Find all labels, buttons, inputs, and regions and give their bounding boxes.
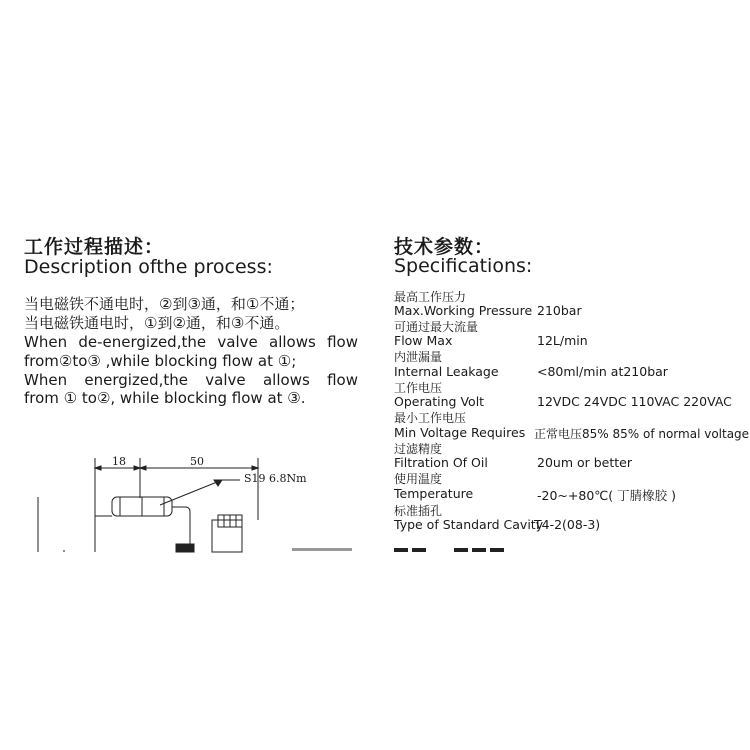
process-line: from②to③ ,while blocking flow at ①;	[24, 352, 297, 370]
process-line: 当电磁铁通电时，①到②通，和③不通。	[24, 314, 290, 332]
spec-label-cn: 标准插孔	[394, 504, 443, 518]
spec-label-cn: 内泄漏量	[394, 350, 443, 364]
spec-value: 正常电压85% 85% of normal voltage	[534, 427, 750, 441]
spec-label-cn: 工作电压	[394, 381, 443, 395]
specs-title-en: Specifications:	[394, 255, 533, 277]
spec-label-cn: 可通过最大流量	[394, 320, 479, 334]
spec-label-en: Type of Standard Cavity	[394, 517, 544, 532]
spec-value: -20~+80℃( 丁腈橡胶 )	[537, 488, 677, 503]
spec-value: <80ml/min at210bar	[537, 364, 668, 379]
dimension-label: 18	[112, 455, 126, 468]
spec-value: 12L/min	[537, 333, 588, 348]
spec-value: 20um or better	[537, 455, 632, 470]
specs-title-cn: 技术参数：	[394, 236, 495, 258]
spec-label-en: Max.Working Pressure	[394, 303, 533, 318]
spec-label-en: Filtration Of Oil	[394, 455, 488, 470]
spec-label-cn: 最小工作电压	[394, 411, 467, 425]
spec-label-en: Temperature	[394, 486, 474, 501]
process-line: from ① to②, while blocking flow at ③.	[24, 389, 306, 407]
process-line: When de-energized,the valve allows flow	[24, 333, 358, 351]
process-line: 当电磁铁不通电时，②到③通，和①不通；	[24, 295, 305, 313]
spec-label-cn: 最高工作压力	[394, 290, 467, 304]
spec-value: 210bar	[537, 303, 582, 318]
process-title-en: Description ofthe process:	[24, 256, 273, 278]
spec-label-en: Operating Volt	[394, 394, 485, 409]
process-line: When energized,the valve allows flow	[24, 371, 358, 389]
spec-value: 12VDC 24VDC 110VAC 220VAC	[537, 394, 732, 409]
spec-label-en: Flow Max	[394, 333, 453, 348]
process-title-cn: 工作过程描述：	[24, 236, 165, 258]
torque-callout: S19 6.8Nm	[244, 472, 307, 485]
spec-label-cn: 使用温度	[394, 472, 443, 486]
spec-label-en: Internal Leakage	[394, 364, 499, 379]
dimension-label: 50	[190, 455, 204, 468]
spec-value: T4-2(08-3)	[534, 517, 601, 532]
spec-label-en: Min Voltage Requires	[394, 425, 526, 440]
spec-label-cn: 过滤精度	[394, 442, 443, 456]
